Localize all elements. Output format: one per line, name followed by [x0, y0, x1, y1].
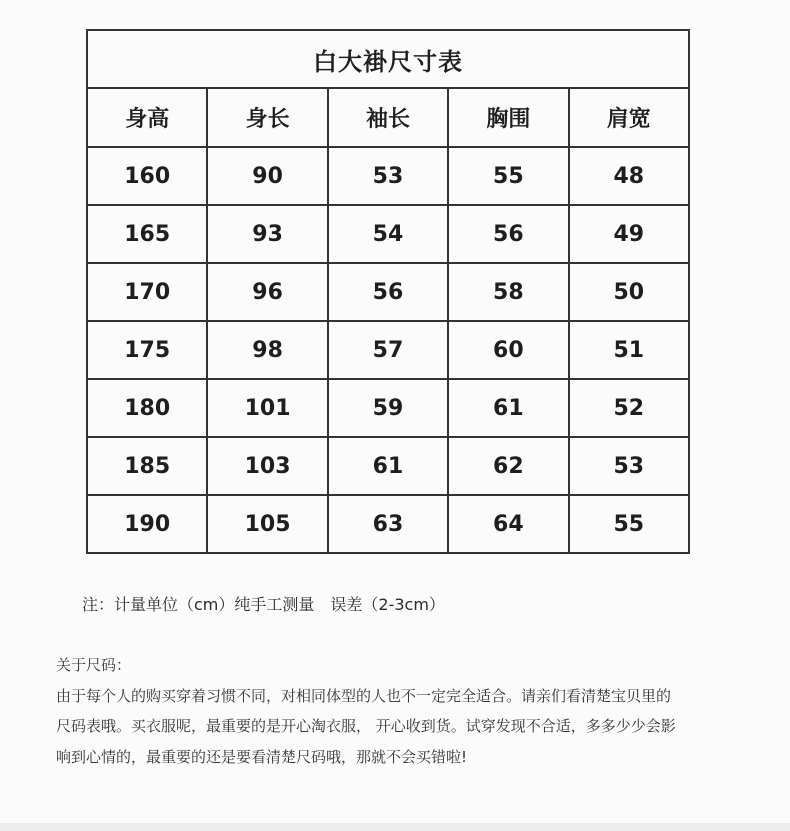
table-row — [87, 321, 689, 379]
about-line: 响到心情的，最重要的还是要看清楚尺码哦，那就不会买错啦! — [56, 747, 468, 766]
table-cell: 63 — [328, 495, 448, 553]
table-header-row — [87, 88, 689, 147]
table-cell: 103 — [207, 437, 327, 495]
table-cell: 175 — [87, 321, 207, 379]
table-row — [87, 495, 689, 553]
table-cell: 52 — [569, 379, 689, 437]
table-cell: 98 — [207, 321, 327, 379]
table-cell: 190 — [87, 495, 207, 553]
table-cell: 55 — [448, 147, 568, 205]
table-cell: 61 — [328, 437, 448, 495]
table-cell: 48 — [569, 147, 689, 205]
table-cell: 93 — [207, 205, 327, 263]
table-cell: 62 — [448, 437, 568, 495]
bottom-divider — [0, 823, 790, 831]
table-cell: 49 — [569, 205, 689, 263]
about-size-section — [56, 650, 756, 772]
table-row — [87, 205, 689, 263]
table-cell: 180 — [87, 379, 207, 437]
table-title-row — [87, 30, 689, 88]
header-shoulder: 肩宽 — [569, 88, 689, 147]
header-height: 身高 — [87, 88, 207, 147]
table-cell: 64 — [448, 495, 568, 553]
table-cell: 55 — [569, 495, 689, 553]
table-row — [87, 263, 689, 321]
table-cell: 50 — [569, 263, 689, 321]
table-cell: 53 — [569, 437, 689, 495]
table-cell: 160 — [87, 147, 207, 205]
about-heading: 关于尺码： — [56, 656, 132, 674]
table-cell: 53 — [328, 147, 448, 205]
table-cell: 105 — [207, 495, 327, 553]
header-chest: 胸围 — [448, 88, 568, 147]
table-cell: 61 — [448, 379, 568, 437]
header-sleeve-length: 袖长 — [328, 88, 448, 147]
table-cell: 54 — [328, 205, 448, 263]
table-cell: 56 — [448, 205, 568, 263]
table-title: 白大褂尺寸表 — [87, 30, 689, 88]
header-body-length: 身长 — [207, 88, 327, 147]
about-line: 尺码表哦。买衣服呢，最重要的是开心淘衣服， 开心收到货。试穿发现不合适，多多少少会影 — [56, 717, 676, 735]
measurement-note: 注：计量单位（cm）纯手工测量 误差（2-3cm） — [82, 595, 445, 614]
table-cell: 59 — [328, 379, 448, 437]
table-cell: 58 — [448, 263, 568, 321]
table-cell: 57 — [328, 321, 448, 379]
table-cell: 51 — [569, 321, 689, 379]
table-cell: 170 — [87, 263, 207, 321]
table-cell: 185 — [87, 437, 207, 495]
table-cell: 90 — [207, 147, 327, 205]
table-row — [87, 147, 689, 205]
about-line: 由于每个人的购买穿着习惯不同，对相同体型的人也不一定完全适合。请亲们看清楚宝贝里的 — [56, 686, 672, 705]
table-cell: 60 — [448, 321, 568, 379]
table-row — [87, 379, 689, 437]
table-cell: 165 — [87, 205, 207, 263]
table-cell: 96 — [207, 263, 327, 321]
table-cell: 56 — [328, 263, 448, 321]
size-chart-table — [86, 29, 690, 554]
table-cell: 101 — [207, 379, 327, 437]
table-row — [87, 437, 689, 495]
